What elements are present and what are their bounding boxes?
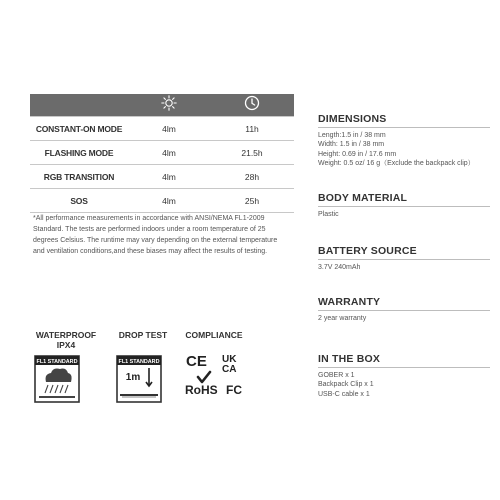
- section-title: BATTERY SOURCE: [318, 245, 417, 257]
- section-title: WARRANTY: [318, 296, 381, 308]
- rohs-check-icon: [198, 372, 210, 382]
- test-footnote: *All performance measurements in accordance with ANSI/NEMA FL1-2009 Standard. The tests are performed indoors under a room temperature of 25 degrees Celsius. The runtime may vary depending on the external temperature and ventilation conditions,and these biases may affect the results of testing.: [33, 215, 278, 255]
- section-title: BODY MATERIAL: [318, 192, 408, 204]
- lumens-cell: 4lm: [128, 117, 210, 141]
- compliance-marks: [184, 350, 254, 406]
- section-title: DIMENSIONS: [318, 113, 387, 125]
- mode-cell: RGB TRANSITION: [30, 165, 128, 189]
- drop-test-badge: FL1 STANDARD: [118, 359, 160, 365]
- mode-cell: SOS: [30, 189, 128, 213]
- in-the-box-section: IN THE BOX GOBER x 1 Backpack Clip x 1 USB-C cable x 1: [318, 353, 490, 399]
- divider: [318, 127, 490, 128]
- divider: [318, 367, 490, 368]
- drop-height-label: 1m: [125, 372, 141, 383]
- fcc-mark: FC: [226, 383, 242, 397]
- ukca-mark-bottom: CA: [222, 364, 237, 375]
- ukca-mark-top: UK: [222, 354, 237, 365]
- lumens-cell: 4lm: [128, 165, 210, 189]
- lumens-cell: 4lm: [128, 141, 210, 165]
- waterproof-title: WATERPROOF IPX4: [35, 330, 97, 350]
- warranty-section: WARRANTY 2 year warranty: [318, 296, 490, 323]
- mode-cell: FLASHING MODE: [30, 141, 128, 165]
- dimensions-section: DIMENSIONS Length:1.5 in / 38 mm Width: 1.5 in / 38 mm Height: 0.69 in / 17.6 mm Weight: 0.5 oz/ 16 g（Exclude the backpack clip）: [318, 113, 490, 169]
- ce-mark: CE: [186, 353, 207, 370]
- rohs-mark: RoHS: [185, 383, 218, 397]
- mode-cell: CONSTANT-ON MODE: [30, 117, 128, 141]
- runtime-cell: 28h: [210, 165, 294, 189]
- battery-section: BATTERY SOURCE 3.7V 240mAh: [318, 245, 490, 272]
- divider: [318, 206, 490, 207]
- lumens-cell: 4lm: [128, 189, 210, 213]
- runtime-cell: 21.5h: [210, 141, 294, 165]
- runtime-cell: 25h: [210, 189, 294, 213]
- drop-test-icon: [116, 355, 162, 403]
- table-row: [30, 117, 294, 141]
- table-row: [30, 165, 294, 189]
- table-row: [30, 141, 294, 165]
- certifications: [26, 330, 266, 410]
- divider: [318, 310, 490, 311]
- table-header: [30, 94, 294, 117]
- waterproof-icon: [34, 355, 80, 403]
- section-title: IN THE BOX: [318, 353, 381, 365]
- runtime-table: [30, 94, 294, 213]
- sun-brightness-icon: [161, 95, 177, 111]
- runtime-cell: 11h: [210, 117, 294, 141]
- waterproof-badge: FL1 STANDARD: [36, 359, 78, 365]
- compliance-title: COMPLIANCE: [185, 330, 243, 340]
- divider: [318, 259, 490, 260]
- drop-test-title: DROP TEST: [118, 330, 168, 340]
- table-row: [30, 189, 294, 213]
- body-material-section: BODY MATERIAL Plastic: [318, 192, 490, 219]
- clock-icon: [244, 95, 260, 111]
